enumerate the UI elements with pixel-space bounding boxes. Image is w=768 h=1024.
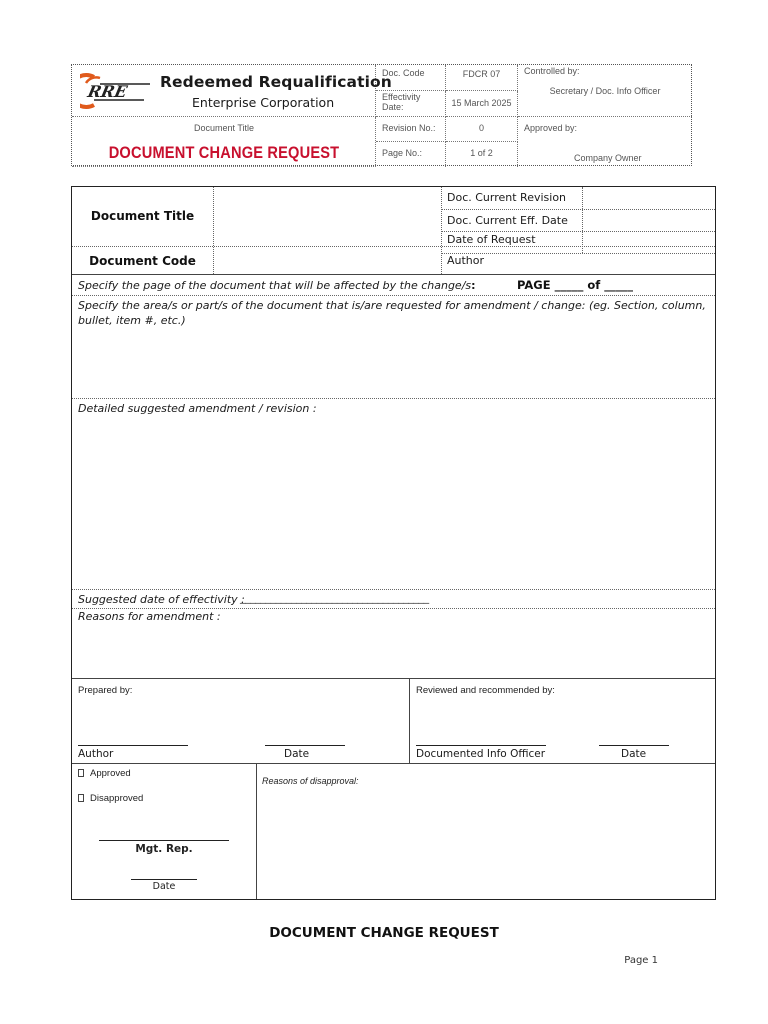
specify-page-label: [78, 279, 476, 292]
reviewed-by-label: Reviewed and recommended by:: [416, 685, 555, 696]
doc-code-value: FDCR 07: [446, 65, 518, 91]
revision-label: Revision No.:: [376, 117, 446, 142]
company-name-line1: Redeemed Requalification: [160, 73, 392, 91]
controlled-by-block: [518, 65, 692, 117]
author-date-line[interactable]: [265, 745, 345, 746]
effectivity-date: 15 March 2025: [446, 91, 518, 117]
mgt-rep-caption: Mgt. Rep.: [135, 843, 193, 855]
author-date-caption: Date: [284, 748, 310, 760]
specify-page-colon: :: [471, 279, 476, 292]
date-of-request-label: Date of Request: [447, 233, 536, 246]
mgt-rep-date-caption: Date: [152, 881, 176, 892]
author-field[interactable]: [442, 255, 714, 273]
officer-date-caption: Date: [621, 748, 647, 760]
revision-value: 0: [446, 117, 518, 142]
disapproved-option[interactable]: [78, 793, 143, 804]
author-signature-line[interactable]: [78, 745, 188, 746]
suggested-date-field[interactable]: _____________________________________: [240, 591, 429, 604]
date-of-request-field[interactable]: [583, 232, 715, 253]
footer-title: DOCUMENT CHANGE REQUEST: [269, 925, 499, 941]
detailed-amendment-label: Detailed suggested amendment / revision :: [78, 402, 317, 415]
change-request-form: [71, 186, 716, 900]
specify-area-label: Specify the area/s or part/s of the document that is/are requested for amendment / change: (eg. Section, column, bullet, item #, etc.): [78, 299, 706, 327]
reasons-disapproval-label: Reasons of disapproval:: [262, 776, 359, 786]
page-number: Page 1: [624, 955, 658, 966]
approved-by-block: [518, 117, 692, 167]
disapproved-checkbox[interactable]: [78, 794, 84, 802]
reasons-disapproval-field[interactable]: [258, 791, 714, 897]
approved-by-label: Approved by:: [524, 123, 578, 133]
effectivity-label-line1: Effectivity: [382, 92, 421, 102]
mgt-rep-signature-line[interactable]: [99, 840, 229, 841]
document-title-label: Document Title: [193, 123, 255, 133]
specify-area-field[interactable]: [73, 329, 715, 397]
doc-current-eff-date-field[interactable]: [583, 210, 715, 231]
officer-date-line[interactable]: [599, 745, 669, 746]
author-label: Author: [447, 254, 485, 267]
document-title: DOCUMENT CHANGE REQUEST: [108, 143, 340, 162]
page-no-value: 1 of 2: [446, 142, 518, 167]
document-title-label: Document Title: [90, 209, 195, 223]
effectivity-label: [376, 91, 446, 117]
detailed-amendment-field[interactable]: [73, 419, 715, 587]
document-title-field[interactable]: [214, 188, 440, 245]
company-block: [72, 65, 392, 117]
mgt-rep-date-line[interactable]: [131, 879, 197, 880]
company-logo: [80, 73, 152, 109]
controlled-by-label: Controlled by:: [524, 66, 580, 76]
doc-code-label: Doc. Code: [376, 65, 446, 91]
doc-current-revision-field[interactable]: [583, 188, 715, 209]
page-no-label: Page No.:: [376, 142, 446, 167]
approved-label: Approved: [90, 768, 131, 779]
doc-current-revision-label: Doc. Current Revision: [447, 191, 567, 204]
document-header: [71, 64, 692, 166]
logo-text: RRE: [86, 82, 129, 101]
approved-checkbox[interactable]: [78, 769, 84, 777]
officer-caption: Documented Info Officer: [416, 748, 546, 760]
reasons-label: Reasons for amendment :: [78, 610, 221, 623]
document-title-block: [72, 117, 376, 167]
approved-option[interactable]: [78, 768, 131, 779]
doc-current-eff-date-label: Doc. Current Eff. Date: [447, 214, 568, 227]
specify-page-text: Specify the page of the document that will be affected by the change/s: [78, 279, 472, 292]
document-code-field[interactable]: [214, 247, 440, 273]
author-caption: Author: [78, 748, 114, 760]
effectivity-label-line2: Date:: [382, 102, 404, 112]
approved-by-value: Company Owner: [574, 153, 642, 163]
controlled-by-value: Secretary / Doc. Info Officer: [549, 86, 661, 96]
page-of-blank[interactable]: PAGE _____ of _____: [517, 278, 633, 292]
prepared-by-label: Prepared by:: [78, 685, 133, 696]
disapproved-label: Disapproved: [90, 793, 144, 804]
document-code-label: Document Code: [89, 254, 196, 268]
reasons-field[interactable]: [73, 627, 715, 677]
officer-signature-line[interactable]: [416, 745, 546, 746]
suggested-date-label: Suggested date of effectivity :: [78, 593, 245, 606]
company-name-line2: Enterprise Corporation: [192, 95, 335, 110]
